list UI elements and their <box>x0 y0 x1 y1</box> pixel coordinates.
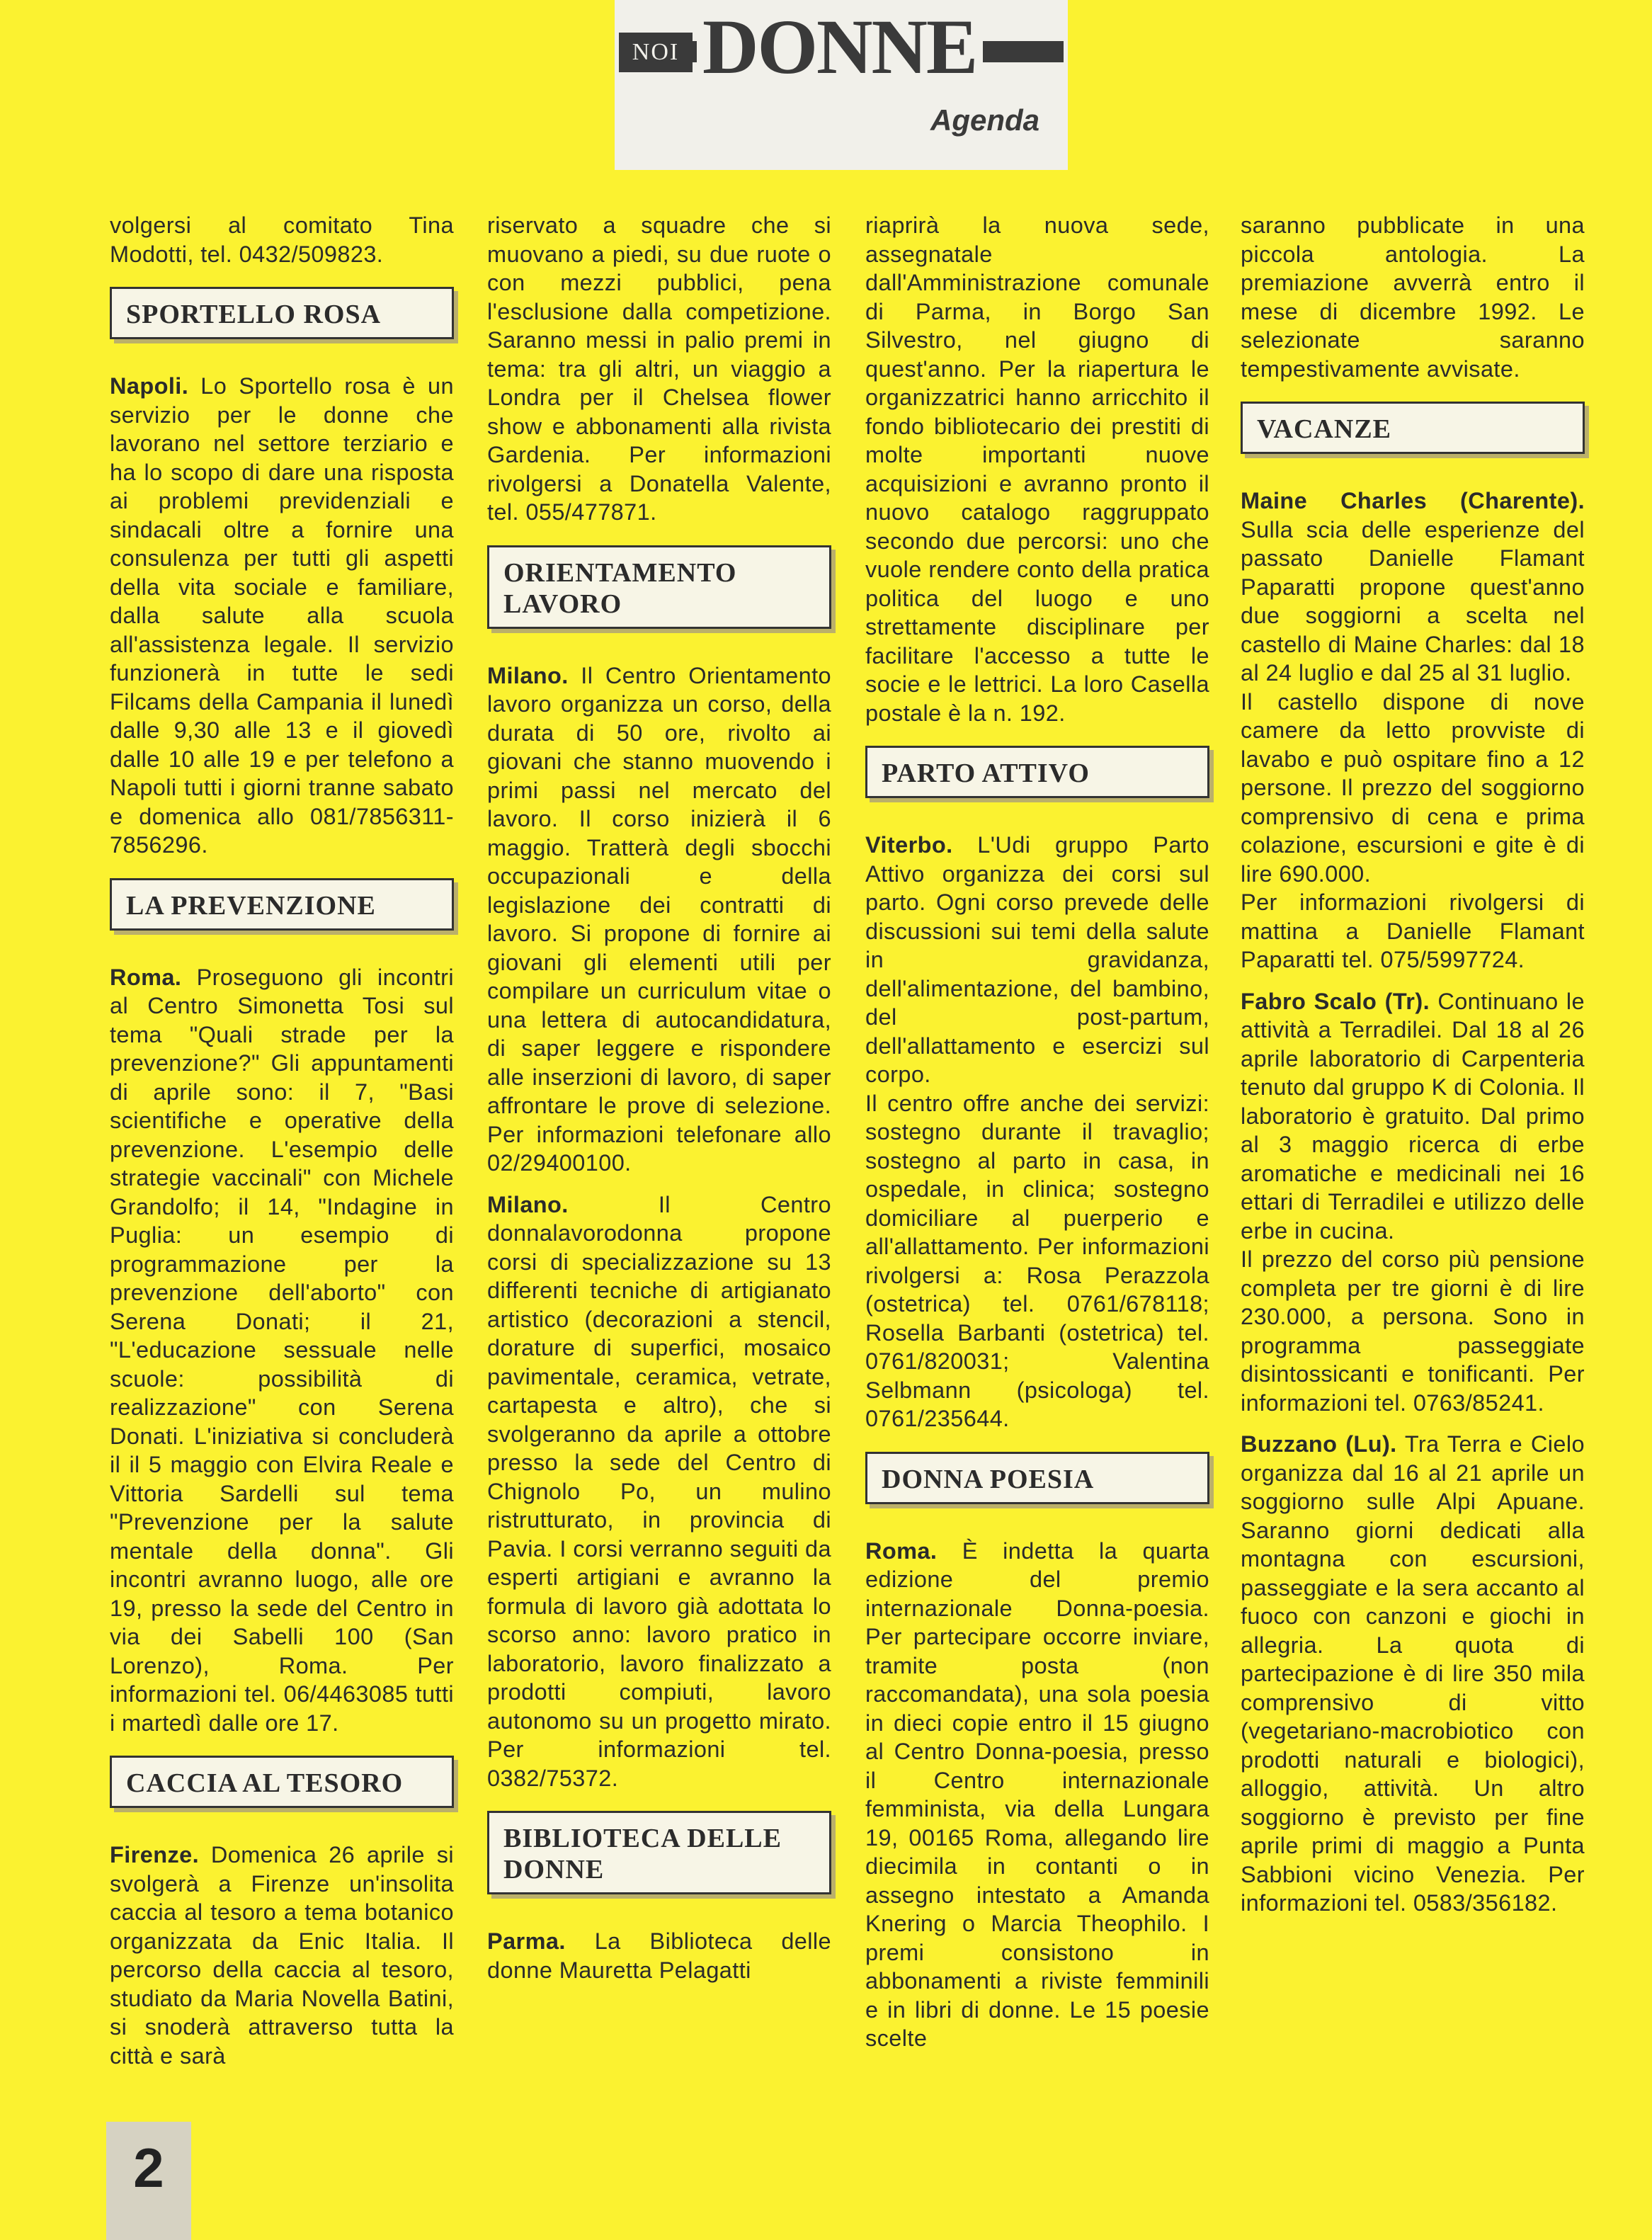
place-name: Napoli. <box>110 373 189 399</box>
article-text: Il Centro donnalavorodonna propone corsi di specializzazione su 13 differenti tecniche di artigianato artistico (decorazioni a stencil, dorature di superfici, mosaico pavimentale, ceramica, vetrate, cartapesta e altro), che si svolgeranno da aprile a ottobre presso la sede del Centro di Chignolo Po, un mulino ristrutturato, in provincia di Pavia. I corsi verranno seguiti da esperti artigiani e avranno la formula di lavoro già adottata lo scorso anno: lavoro pratico in laboratorio, lavoro finalizzato a prodotti compiuti, lavoro autonomo su un progetto mirato. Per informazioni tel. 0382/75372. <box>487 1191 831 1791</box>
place-name: Milano. <box>487 1191 569 1217</box>
column-2 <box>487 211 831 1997</box>
article-caccia-al-tesoro <box>110 1841 454 2070</box>
article-maine-charles-info: Per informazioni rivolgersi di mattina a Danielle Flamant Paparatti tel. 075/5997724. <box>1241 889 1585 972</box>
heading-sportello-rosa: SPORTELLO ROSA <box>110 287 454 339</box>
continued-text: riaprirà la nuova sede, assegnatale dall'Amministrazione comunale di Parma, in Borgo San Silvestro, nel giugno di quest'anno. Per la riapertura le organizzatrici hanno arricchito il fondo bibliotecario dei prestiti di molte importanti nuove acquisizioni e avranno pronto il nuovo catalogo raggruppato secondo due percorsi: uno che vuole rendere conto della pratica politica del luogo e uno strettamente disciplinare per facilitare l'accesso a tutte le socie e le lettrici. La loro Casella postale è la n. 192. <box>865 212 1209 726</box>
place-name: Viterbo. <box>865 832 953 858</box>
heading-biblioteca-delle-donne: BIBLIOTECA DELLE DONNE <box>487 1811 831 1894</box>
article-orientamento-milano-1 <box>487 661 831 1178</box>
article-text: Continuano le attività a Terradilei. Dal 18 al 26 aprile laboratorio di Carpenteria tenuto dal gruppo K di Colonia. Il laboratorio è gratuito. Dal primo al 3 maggio ricerca di erbe aromatiche e medicinali nei 16 ettari di Terradilei e utilizzo delle erbe in cucina. <box>1241 988 1585 1244</box>
article-text: Proseguono gli incontri al Centro Simonetta Tosi sul tema "Quali strade per la prevenzione?" Gli appuntamenti di aprile sono: il 7, "Basi scientifiche e operative della prevenzione. L'esempio delle strategie vaccinali" con Michele Grandolfo; il 14, "Indagine in Puglia: un esempio di programmazione per la prevenzione dell'aborto" con Serena Donati; il 21, "L'educazione sessuale nelle scuole: possibilità di realizzazione" con Serena Donati. L'iniziativa si concluderà il il 5 maggio con Elvira Reale e Vittoria Sardelli sul tema "Prevenzione per la salute mentale della donna". Gli incontri avranno luogo, alle ore 19, presso la sede del Centro in via dei Sabelli 100 (San Lorenzo), Roma. Per informazioni tel. 06/4463085 tutti i martedì dalle ore 17. <box>110 964 454 1736</box>
article-parto-attivo-cont: Il centro offre anche dei servizi: sostegno durante il travaglio; sostegno al parto in casa, in ospedale, in clinica; sostegno domiciliare al puerperio e all'allattamento. Per informazioni rivolgersi a: Rosa Perazzola (ostetrica) tel. 0761/678118; Rosella Barbanti (ostetrica) tel. 0761/820031; Valentina Selbmann (psicologa) tel. 0761/235644. <box>865 1090 1209 1431</box>
article-text: Sulla scia delle esperienze del passato Danielle Flamant Paparatti propone quest'anno due soggiorni a scelta nel castello di Maine Charles: dal 18 al 24 luglio e dal 25 al 31 luglio. <box>1241 516 1585 686</box>
article-parto-attivo <box>865 831 1209 1089</box>
heading-la-prevenzione: LA PREVENZIONE <box>110 878 454 931</box>
heading-caccia-al-tesoro: CACCIA AL TESORO <box>110 1756 454 1808</box>
article-buzzano <box>1241 1430 1585 1918</box>
article-la-prevenzione <box>110 963 454 1738</box>
article-text: Il Centro Orientamento lavoro organizza un corso, della durata di 50 ore, rivolto ai giovani che stanno muovendo i primi passi nel mercato del lavoro. Il corso inizierà il 6 maggio. Tratterà degli sbocchi occupazionali e della legislazione dei contratti di lavoro. Si propone di fornire ai giovani gli elementi utili per compilare un curriculum vitae o una lettera di autocandidatura, di saper leggere e rispondere alle inserzioni di lavoro, di saper affrontare le prove di selezione. Per informazioni telefonare allo 02/29400100. <box>487 662 831 1176</box>
masthead-noi: NOI <box>619 33 693 72</box>
place-name: Parma. <box>487 1928 566 1954</box>
article-donna-poesia <box>865 1537 1209 2053</box>
place-name: Firenze. <box>110 1842 200 1867</box>
column-4 <box>1241 211 1585 1931</box>
article-maine-charles <box>1241 487 1585 688</box>
place-name: Maine Charles (Charente). <box>1241 488 1585 513</box>
page-number: 2 <box>106 2122 191 2240</box>
article-text: Lo Sportello rosa è un servizio per le donne che lavorano nel settore terziario e ha lo scopo di dare una risposta ai problemi previdenziali e sindacali oltre a fornire una consulenza per tutti gli aspetti della vita sociale e familiare, dalla salute alla scuola all'assistenza legale. Il servizio funzionerà in tutte le sedi Filcams della Campania il lunedì dalle 9,30 alle 13 e il giovedì dalle 10 alle 19 e per telefono a Napoli tutti i giorni tranne sabato e domenica allo 081/7856311-7856296. <box>110 373 454 858</box>
article-text: Tra Terra e Cielo organizza dal 16 al 21 aprile un soggiorno sulle Alpi Apuane. Saranno giorni dedicati alla montagna con escursioni, passeggiate e la sera accanto al fuoco con canzoni e giochi in allegria. La quota di partecipazione è di lire 350 mila comprensivo di vitto (vegetariano-macrobiotico con prodotti naturali e biologici), alloggio, attività. Un altro soggiorno è previsto per fine aprile primi di maggio a Punta Sabbioni vicino Venezia. Per informazioni tel. 0583/356182. <box>1241 1431 1585 1916</box>
article-text: È indetta la quarta edizione del premio internazionale Donna-poesia. Per partecipare occorre inviare, tramite posta (non raccomandata), una sola poesia in dieci copie entro il 15 giugno al Centro Donna-poesia, presso il Centro internazionale femminista, via della Lungara 19, 00165 Roma, allegando lire diecimila in contanti o in assegno intestato a Amanda Knering o Marcia Theophilo. I premi consistono in abbonamenti a riviste femminili e in libri di donne. Le 15 poesie scelte <box>865 1537 1209 2051</box>
article-text: La Biblioteca delle donne Mauretta Pelagatti <box>487 1928 831 1983</box>
article-text: L'Udi gruppo Parto Attivo organizza dei corsi sul parto. Ogni corso prevede delle discussioni sui temi della salute in gravidanza, dell'alimentazione, del bambino, del post-partum, dell'allattamento e esercizi sul corpo. <box>865 832 1209 1087</box>
place-name: Roma. <box>865 1537 938 1564</box>
place-name: Fabro Scalo (Tr). <box>1241 988 1430 1014</box>
article-biblioteca <box>487 1927 831 1984</box>
masthead <box>615 0 1068 170</box>
heading-parto-attivo: PARTO ATTIVO <box>865 746 1209 798</box>
article-orientamento-milano-2 <box>487 1190 831 1793</box>
masthead-title: DONNE <box>698 4 981 89</box>
continued-text: riservato a squadre che si muovano a piedi, su due ruote o con mezzi pubblici, pena l'esclusione dalla competizione. Saranno messi in palio premi in tema: tra gli altri, un viaggio a Londra per il Chelsea flower show e abbonamenti alla rivista Gardenia. Per informazioni rivolgersi a Donatella Valente, tel. 055/477871. <box>487 212 831 525</box>
continued-text: saranno pubblicate in una piccola antologia. La premiazione avverrà entro il mese di dicembre 1992. Le selezionate saranno tempestivamente avvisate. <box>1241 212 1585 382</box>
article-fabro-scalo-cont: Il prezzo del corso più pensione completa per tre giorni è di lire 230.000, a persona. Sono in programma passeggiate disintossicanti e tonificanti. Per informazioni tel. 0763/85241. <box>1241 1246 1585 1416</box>
place-name: Roma. <box>110 964 182 990</box>
article-fabro-scalo <box>1241 987 1585 1246</box>
heading-donna-poesia: DONNA POESIA <box>865 1452 1209 1504</box>
section-title: Agenda <box>930 103 1039 137</box>
place-name: Buzzano (Lu). <box>1241 1431 1397 1457</box>
column-3 <box>865 211 1209 2066</box>
article-maine-charles-cont: Il castello dispone di nove camere da letto provviste di lavabo e può ospitare fino a 12 persone. Il prezzo del soggiorno comprensivo di cena e prima colazione, escursioni e gite è di lire 690.000. <box>1241 688 1585 887</box>
heading-orientamento-lavoro: ORIENTAMENTO LAVORO <box>487 545 831 629</box>
heading-vacanze: VACANZE <box>1241 402 1585 454</box>
continued-text: volgersi al comitato Tina Modotti, tel. 0432/509823. <box>110 212 454 267</box>
column-1 <box>110 211 454 2083</box>
place-name: Milano. <box>487 662 569 688</box>
article-sportello-rosa <box>110 372 454 860</box>
masthead-bar-right <box>983 41 1064 62</box>
article-text: Domenica 26 aprile si svolgerà a Firenze un'insolita caccia al tesoro a tema botanico organizzata da Enic Italia. Il percorso della caccia al tesoro, studiato da Maria Novella Batini, si snoderà attraverso tutta la città e sarà <box>110 1842 454 2069</box>
